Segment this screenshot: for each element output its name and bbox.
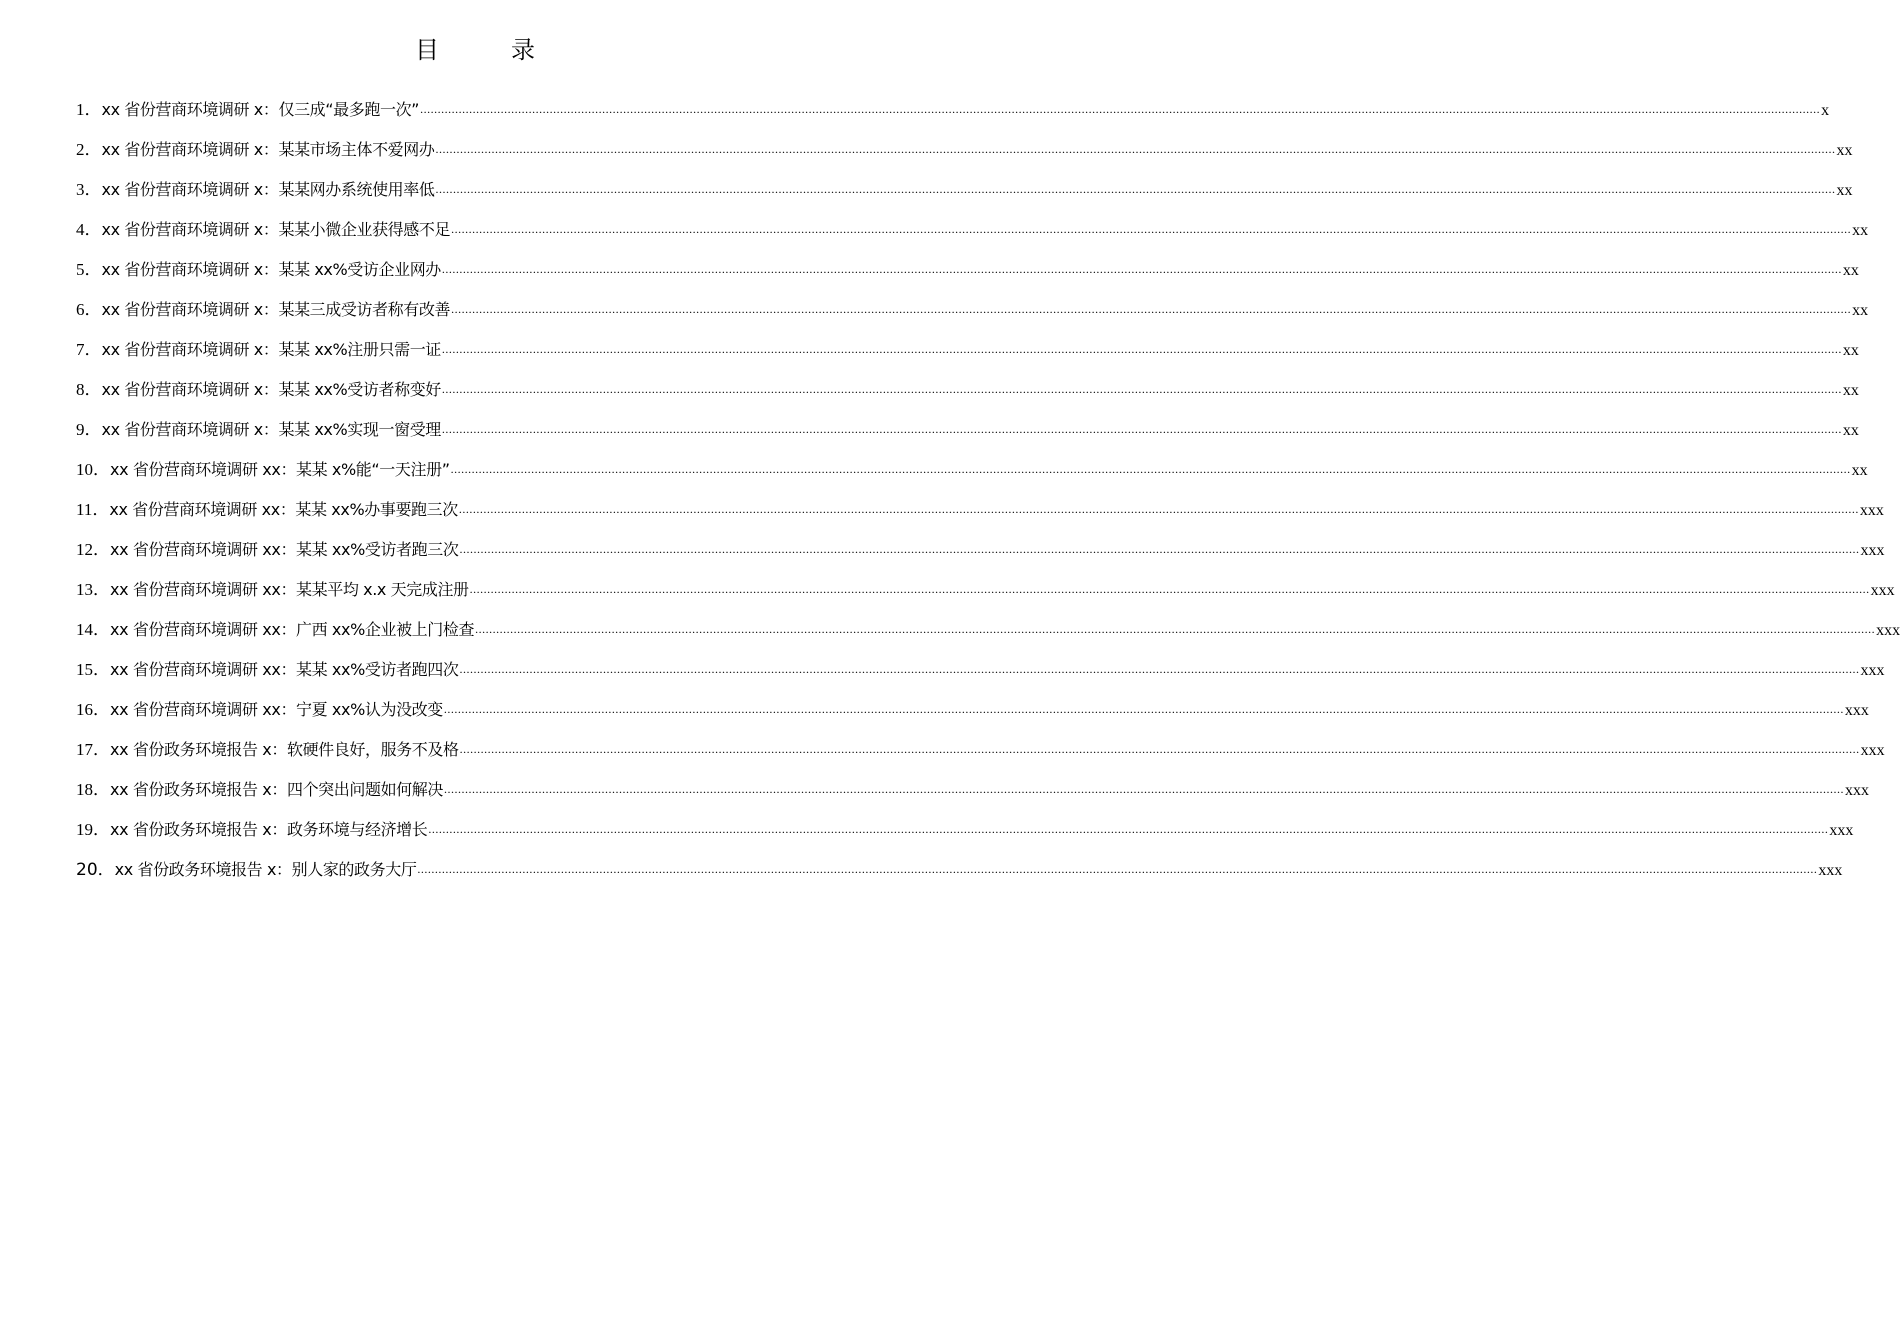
toc-dot-leader: ................................................................................................................................................................................................................................................................................................................................................................................................................: [441, 382, 1842, 396]
toc-entry-title: xx 省份营商环境调研 xx：宁夏 xx%认为没改变: [110, 700, 443, 719]
toc-dot-leader: ................................................................................................................................................................................................................................................................................................................................................................................................................: [443, 782, 1844, 796]
toc-entry[interactable]: [76, 290, 1869, 330]
toc-entry[interactable]: [76, 650, 1885, 690]
toc-entry-title: xx 省份营商环境调研 x：某某 xx%注册只需一证: [101, 340, 441, 359]
toc-entry-page-number: xx: [1842, 382, 1859, 399]
toc-entry-page-number: xx: [1851, 462, 1868, 479]
toc-dot-leader: ................................................................................................................................................................................................................................................................................................................................................................................................................: [451, 222, 1852, 236]
table-of-contents: [76, 90, 1900, 890]
toc-entry-title: xx 省份营商环境调研 xx：某某 xx%受访者跑三次: [110, 540, 459, 559]
toc-entry[interactable]: [76, 690, 1869, 730]
toc-dot-leader: ................................................................................................................................................................................................................................................................................................................................................................................................................: [469, 582, 1870, 596]
toc-entry[interactable]: [76, 370, 1859, 410]
toc-entry[interactable]: [76, 850, 1843, 890]
toc-dot-leader: ................................................................................................................................................................................................................................................................................................................................................................................................................: [441, 262, 1842, 276]
toc-entry-title: xx 省份营商环境调研 xx：广西 xx%企业被上门检查: [110, 620, 475, 639]
toc-entry-page-number: xxx: [1860, 662, 1885, 679]
toc-entry-title: xx 省份政务环境报告 x：政务环境与经济增长: [110, 820, 428, 839]
toc-entry[interactable]: [76, 490, 1884, 530]
toc-entry-number: 9．: [76, 420, 102, 439]
toc-entry-page-number: xx: [1842, 422, 1859, 439]
toc-entry-number: 12．: [76, 540, 110, 559]
toc-entry-number: 15．: [76, 660, 110, 679]
page-title: 目 录: [415, 36, 559, 64]
toc-entry-page-number: xx: [1852, 222, 1869, 239]
toc-entry[interactable]: [76, 130, 1853, 170]
toc-dot-leader: ................................................................................................................................................................................................................................................................................................................................................................................................................: [435, 142, 1836, 156]
toc-entry-number: 18．: [76, 780, 110, 799]
toc-entry-number: 2．: [76, 140, 102, 159]
toc-entry-title: xx 省份营商环境调研 x：某某网办系统使用率低: [101, 180, 435, 199]
toc-entry-number: 4．: [76, 220, 102, 239]
toc-dot-leader: ................................................................................................................................................................................................................................................................................................................................................................................................................: [450, 462, 1851, 476]
toc-entry-title: xx 省份营商环境调研 xx：某某 xx%办事要跑三次: [109, 500, 458, 519]
toc-dot-leader: ................................................................................................................................................................................................................................................................................................................................................................................................................: [458, 502, 1859, 516]
toc-entry-number: 17．: [76, 740, 110, 759]
toc-entry-number: 20．: [76, 860, 115, 880]
toc-entry-page-number: xx: [1842, 262, 1859, 279]
toc-entry-page-number: xx: [1836, 182, 1853, 199]
toc-entry-number: 19．: [76, 820, 110, 839]
toc-entry[interactable]: [76, 170, 1853, 210]
toc-entry-title: xx 省份营商环境调研 x：某某 xx%受访者称变好: [101, 380, 441, 399]
toc-entry-title: xx 省份营商环境调研 x：某某三成受访者称有改善: [101, 300, 451, 319]
toc-entry-page-number: xx: [1852, 302, 1869, 319]
toc-entry[interactable]: [76, 610, 1900, 650]
toc-entry-number: 7．: [76, 340, 102, 359]
toc-entry[interactable]: [76, 810, 1854, 850]
toc-entry-page-number: xxx: [1859, 502, 1884, 519]
toc-entry-number: 6．: [76, 300, 102, 319]
toc-entry-number: 3．: [76, 180, 102, 199]
toc-dot-leader: ................................................................................................................................................................................................................................................................................................................................................................................................................: [420, 102, 1821, 116]
toc-entry-page-number: xxx: [1870, 582, 1895, 599]
toc-dot-leader: ................................................................................................................................................................................................................................................................................................................................................................................................................: [441, 422, 1842, 436]
toc-dot-leader: ................................................................................................................................................................................................................................................................................................................................................................................................................: [475, 622, 1876, 636]
toc-entry-page-number: xxx: [1860, 742, 1885, 759]
toc-entry-page-number: xxx: [1876, 622, 1900, 639]
toc-entry-page-number: xxx: [1829, 822, 1854, 839]
toc-entry-title: xx 省份政务环境报告 x：四个突出问题如何解决: [110, 780, 443, 799]
toc-entry[interactable]: [76, 410, 1859, 450]
toc-entry-number: 11．: [76, 500, 110, 519]
toc-entry-page-number: xxx: [1860, 542, 1885, 559]
toc-entry[interactable]: [76, 90, 1830, 130]
toc-dot-leader: ................................................................................................................................................................................................................................................................................................................................................................................................................: [459, 742, 1860, 756]
toc-dot-leader: ................................................................................................................................................................................................................................................................................................................................................................................................................: [459, 662, 1860, 676]
toc-entry[interactable]: [76, 210, 1869, 250]
toc-entry-number: 14．: [76, 620, 110, 639]
toc-entry-title: xx 省份营商环境调研 xx：某某 xx%受访者跑四次: [110, 660, 459, 679]
toc-entry[interactable]: [76, 450, 1868, 490]
toc-entry-title: xx 省份营商环境调研 x：某某小微企业获得感不足: [101, 220, 451, 239]
toc-entry-title: xx 省份营商环境调研 x：某某 xx%受访企业网办: [101, 260, 441, 279]
toc-dot-leader: ................................................................................................................................................................................................................................................................................................................................................................................................................: [435, 182, 1836, 196]
toc-entry-title: xx 省份营商环境调研 x：仅三成“最多跑一次”: [101, 100, 420, 119]
toc-entry-title: xx 省份营商环境调研 x：某某 xx%实现一窗受理: [101, 420, 441, 439]
toc-entry-number: 10．: [76, 460, 110, 479]
toc-entry[interactable]: [76, 330, 1859, 370]
toc-entry[interactable]: [76, 770, 1869, 810]
toc-entry-number: 8．: [76, 380, 102, 399]
toc-entry-title: xx 省份营商环境调研 xx：某某 x%能“一天注册”: [110, 460, 450, 479]
toc-entry-page-number: xxx: [1844, 782, 1869, 799]
toc-dot-leader: ................................................................................................................................................................................................................................................................................................................................................................................................................: [459, 542, 1860, 556]
toc-entry-page-number: xx: [1842, 342, 1859, 359]
toc-entry-page-number: xxx: [1844, 702, 1869, 719]
toc-entry[interactable]: [76, 250, 1859, 290]
toc-dot-leader: ................................................................................................................................................................................................................................................................................................................................................................................................................: [443, 702, 1844, 716]
toc-entry-title: xx 省份政务环境报告 x：软硬件良好，服务不及格: [110, 740, 459, 759]
toc-entry-number: 16．: [76, 700, 110, 719]
toc-dot-leader: ................................................................................................................................................................................................................................................................................................................................................................................................................: [428, 822, 1829, 836]
toc-entry[interactable]: [76, 530, 1885, 570]
toc-entry[interactable]: [76, 570, 1895, 610]
toc-entry-page-number: xxx: [1818, 862, 1843, 879]
toc-dot-leader: ................................................................................................................................................................................................................................................................................................................................................................................................................: [441, 342, 1842, 356]
toc-entry-title: xx 省份政务环境报告 x：别人家的政务大厅: [114, 860, 417, 879]
toc-entry-title: xx 省份营商环境调研 xx：某某平均 x.x 天完成注册: [110, 580, 469, 599]
toc-entry-number: 13．: [76, 580, 110, 599]
toc-entry-number: 5．: [76, 260, 102, 279]
toc-entry-title: xx 省份营商环境调研 x：某某市场主体不爱网办: [101, 140, 435, 159]
toc-entry[interactable]: [76, 730, 1885, 770]
toc-dot-leader: ................................................................................................................................................................................................................................................................................................................................................................................................................: [451, 302, 1852, 316]
toc-dot-leader: ................................................................................................................................................................................................................................................................................................................................................................................................................: [417, 862, 1818, 876]
toc-entry-number: 1．: [76, 100, 102, 119]
toc-entry-page-number: x: [1821, 102, 1830, 119]
toc-entry-page-number: xx: [1836, 142, 1853, 159]
